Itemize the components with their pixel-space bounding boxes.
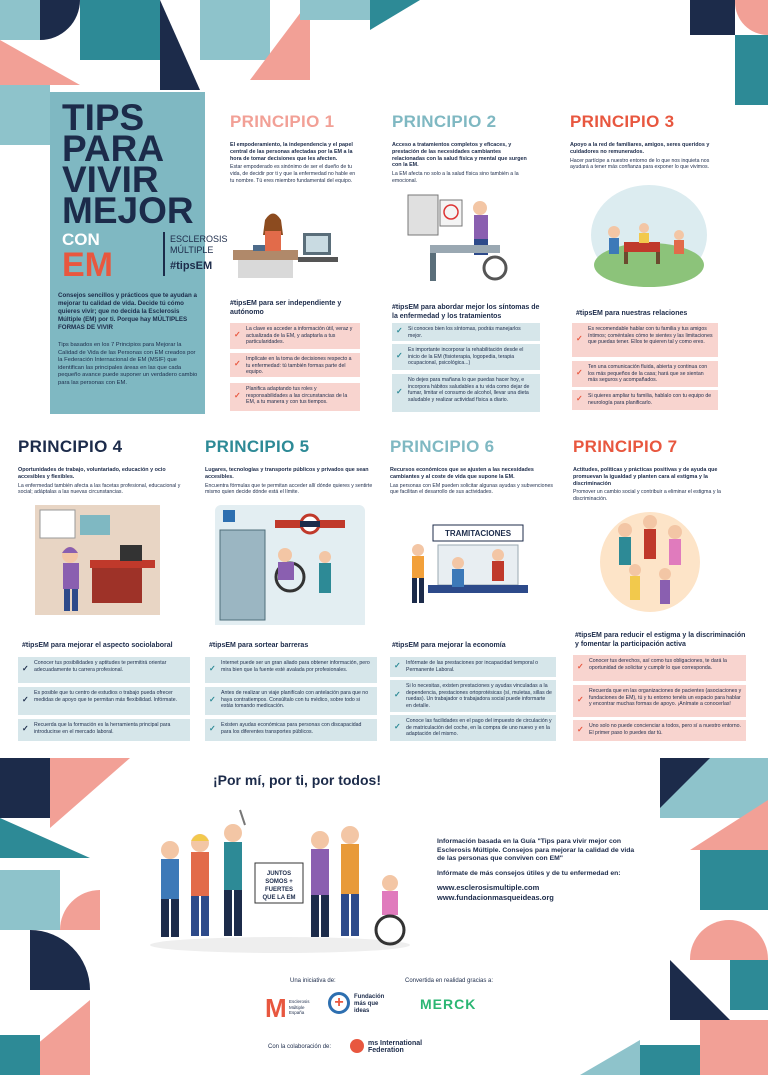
person xyxy=(341,826,359,936)
title-panel xyxy=(50,92,228,414)
decor-shape xyxy=(80,0,160,60)
principle-title: PRINCIPIO 2 xyxy=(392,112,497,131)
tip-item xyxy=(573,720,746,741)
check-icon: ✓ xyxy=(209,664,216,673)
principle-2 xyxy=(392,112,532,184)
decor-shape xyxy=(0,758,50,818)
principle-description: Encuentra fórmulas que te permitan acceder allí dónde quieres y sentirte mismo quien decide dónde está el límite. xyxy=(205,482,373,496)
decor-shape xyxy=(735,0,768,35)
principle-5 xyxy=(205,437,375,496)
tip-item xyxy=(230,353,360,377)
logo-msif xyxy=(350,1037,430,1057)
title-line: TIPS xyxy=(62,97,145,138)
tip-item xyxy=(18,657,190,683)
principle-subtitle: Actitudes, políticas y prácticas positivas y de ayuda que promuevan la igualdad y planten cara al estigma y la discriminación xyxy=(573,467,718,487)
tip-item xyxy=(572,390,718,410)
tip-item xyxy=(392,323,540,341)
check-icon: ✓ xyxy=(22,664,29,673)
check-icon: ✓ xyxy=(234,330,241,339)
illustration-exercise-bike xyxy=(400,190,530,290)
principle-4 xyxy=(18,437,193,496)
decor-shape xyxy=(50,758,130,828)
tip-item xyxy=(572,323,718,357)
person xyxy=(191,834,209,936)
check-icon: ✓ xyxy=(396,387,403,396)
tips-heading: #tipsEM para abordar mejor los síntomas de la enfermedad y los tratamientos xyxy=(392,304,540,320)
tips-heading: #tipsEM para mejorar el aspecto sociolaboral xyxy=(22,642,173,649)
tip-text: Si quieres ampliar tu familia, hablalo con tu equipo de neurología para planificarlo. xyxy=(588,393,712,406)
decor-shape xyxy=(0,40,80,85)
principle-description: La enfermedad también afecta a las facetas profesional, educacional y social; adáptalas a las nuevas circunstancias. xyxy=(18,482,181,496)
principle-6 xyxy=(390,437,560,496)
check-icon: ✓ xyxy=(576,368,583,377)
tip-text: Es posible que tu centro de estudios o trabajo pueda ofrecer medidas de apoyo que te permitan más flexibilidad. Infórmate. xyxy=(34,690,178,703)
logo-text: ms International Federation xyxy=(368,1040,423,1054)
illustration-metro-accessibility xyxy=(215,505,365,630)
con-label: CON xyxy=(62,230,100,249)
decor-shape xyxy=(0,870,60,930)
check-icon: ✓ xyxy=(234,391,241,400)
intro-detail: Tips basados en los 7 Principios para Mejorar la Calidad de Vida de las Personas con EM creados por la Federación Internacional de EM (MSIF) que identifican las principales áreas en las que cada pequeño avance puede suponer un verdadero cambio para las personas con EM. xyxy=(58,342,198,386)
hashtag: #tipsEM xyxy=(170,260,213,272)
em-label: EM xyxy=(62,246,113,284)
tip-item xyxy=(205,657,377,683)
tip-item xyxy=(392,344,540,370)
decor-shape xyxy=(40,0,80,40)
decor-shape xyxy=(580,1040,640,1075)
check-icon: ✓ xyxy=(576,394,583,403)
principle-title: PRINCIPIO 4 xyxy=(18,437,123,456)
svg-text:QUE LA EM: QUE LA EM xyxy=(262,895,296,901)
tip-text: Infórmate de las prestaciones por incapacidad temporal o Permanente Laboral. xyxy=(406,660,539,673)
illustration-park-family xyxy=(584,180,714,295)
logo-merck: MERCK xyxy=(420,996,477,1012)
check-icon: ✓ xyxy=(22,724,29,733)
decor-shape xyxy=(160,0,200,90)
principle-description: La EM afecta no solo a la salud física sino también a la emocional. xyxy=(392,171,519,184)
decor-shape xyxy=(0,1035,40,1075)
tips-heading: #tipsEM para mejorar la economía xyxy=(392,642,506,649)
check-icon: ✓ xyxy=(234,359,241,368)
tip-text: No dejes para mañana lo que puedas hacer hoy, e incorpora hábitos saludables a tu vida como dejar de fumar, limitar el consumo de alcohol, llevar una dieta saludable y realizar actividad física a diario. xyxy=(408,377,530,403)
check-icon: ✓ xyxy=(394,722,401,731)
title-line: MEJOR xyxy=(62,190,194,231)
tip-item xyxy=(392,374,540,412)
principle-title: PRINCIPIO 3 xyxy=(570,112,675,131)
url-link[interactable]: www.fundacionmasqueideas.org xyxy=(437,892,554,902)
tips-heading: #tipsEM para reducir el estigma y la discriminación y fomentar la participación activa xyxy=(575,632,746,648)
decor-shape xyxy=(0,85,50,145)
tip-text: Implícate en la toma de decisiones respecto a tu enfermedad: tú también formas parte del equipo. xyxy=(246,356,352,375)
ms-logo-mark xyxy=(350,1039,364,1053)
principle-3 xyxy=(570,112,720,171)
logo-text: Fundación más que ideas xyxy=(354,994,385,1014)
info-more: Infórmate de más consejos útiles y de tu enfermedad en: xyxy=(437,869,621,877)
check-icon: ✓ xyxy=(209,695,216,704)
principle-subtitle: Apoyo a la red de familiares, amigos, seres queridos y cuidadores no remunerados. xyxy=(570,142,710,155)
tip-item xyxy=(572,361,718,387)
decor-shape xyxy=(0,818,90,858)
tip-item xyxy=(573,685,746,717)
logo-mas-que-ideas xyxy=(328,992,388,1022)
tip-item xyxy=(390,680,556,712)
logo-text: Esclerosis Múltiple España xyxy=(289,999,310,1015)
principle-description: Estar empoderado es sinónimo de ser el dueño de tu vida, de decidir por ti y que la enfermedad no hable en tu nombre. Tú eres miembro fundamental del equipo. xyxy=(230,164,356,184)
tip-item xyxy=(18,687,190,715)
principle-subtitle: Recursos económicos que se ajusten a las necesidades cambiantes y al coste de vida que supone la EM. xyxy=(390,467,534,480)
info-source: Información basada en la Guía "Tips para vivir mejor con Esclerosis Múltiple. Consejos para mejorar la calidad de vida de las personas que conviven con EM" xyxy=(437,838,635,862)
illustration-office-work xyxy=(30,505,165,625)
decor-shape xyxy=(300,0,370,20)
illustration-crowd xyxy=(145,805,415,955)
sign xyxy=(255,863,303,903)
check-icon: ✓ xyxy=(396,326,403,335)
principle-subtitle: Oportunidades de trabajo, voluntariado, educación y ocio accesibles y flexibles. xyxy=(18,467,166,480)
principle-description: Hacer partícipe a nuestro entorno de lo que nos inquieta nos ayudará a tener más confianza para exponer lo que vivimos. xyxy=(570,157,710,171)
svg-text:SOMOS +: SOMOS + xyxy=(265,879,293,885)
illustration-group-support xyxy=(595,500,705,625)
tip-item xyxy=(230,383,360,411)
tip-text: Recuerda que la formación es la herramienta principal para introducirse en el mercado laboral. xyxy=(34,722,171,735)
svg-text:JUNTOS: JUNTOS xyxy=(266,871,292,877)
tip-text: Antes de realizar un viaje planifícalo con antelación para que no haya contratiempos. Consúltalo con tu médico, sobre todo si estás tomando medicación. xyxy=(221,690,369,709)
info-block xyxy=(437,838,637,909)
tip-text: Recuerda que en las organizaciones de pacientes (asociaciones y fundaciones de EM), tú y tu entorno tenéis un espacio para hablar y encontrar muchas formas de apoyo. ¡Anímate a conocerlas! xyxy=(589,688,742,707)
tip-text: Uno solo no puede concienciar a todos, pero sí a nuestro entorno. El primer paso lo puedes dar tú. xyxy=(589,723,741,736)
check-icon: ✓ xyxy=(396,351,403,360)
principle-title: PRINCIPIO 1 xyxy=(230,112,335,131)
tip-item xyxy=(390,715,556,741)
tips-heading: #tipsEM para sortear barreras xyxy=(209,642,309,649)
decor-shape xyxy=(690,0,735,35)
decor-shape xyxy=(700,850,768,910)
tip-item xyxy=(18,719,190,741)
tip-text: Existen ayudas económicas para personas con discapacidad para los diferentes transportes públicos. xyxy=(221,722,362,735)
check-icon: ✓ xyxy=(394,690,401,699)
principle-subtitle: Acceso a tratamientos completos y eficaces, y prestación de las necesidades cambiantes relacionadas con la salud física y mental que surgen con la EM. xyxy=(392,142,527,169)
tip-text: Si conoces bien los síntomas, podrás manejarlos mejor. xyxy=(408,326,521,339)
decor-shape xyxy=(30,930,90,990)
tip-text: Planifica adaptando tus roles y responsabilidades a las circunstancias de la EM, a tu manera y con tus tiempos. xyxy=(246,386,348,405)
principle-description: Las personas con EM pueden solicitar algunas ayudas y subvenciones que facilitan el desarrollo de sus actividades. xyxy=(390,482,553,496)
title-line: VIVIR xyxy=(62,159,159,200)
main-title xyxy=(62,97,202,231)
tip-item xyxy=(205,719,377,741)
person xyxy=(311,831,329,937)
svg-text:FUERTES: FUERTES xyxy=(264,887,294,893)
tip-text: Conoce las facilidades en el pago del impuesto de circulación y de matriculación del coche, en la compra de uno nuevo y en la adaptación del mismo. xyxy=(406,718,552,737)
tip-text: Si lo necesitas, existen prestaciones y ayudas vinculadas a la dependencia, prestaciones ortoprotésicas (sí, muletas, sillas de ruedas). Un trabajador o trabajadora social puede informarte en detalle. xyxy=(406,683,552,709)
principle-description: Promover un cambio social y contribuir a eliminar el estigma y la discriminación. xyxy=(573,489,721,502)
principle-1 xyxy=(230,112,360,184)
tip-text: Internet puede ser un gran aliado para obtener información, pero mira bien que la fuente esté avalada por profesionales. xyxy=(221,660,370,673)
tip-text: Ten una comunicación fluida, abierta y continua con los más pequeños de la casa; hará que se sientan más seguros y acompañados. xyxy=(588,364,708,383)
convertida-label: Convertida en realidad gracias a: xyxy=(405,978,494,984)
iniciativa-label: Una iniciativa de: xyxy=(290,978,336,984)
decor-shape xyxy=(60,890,100,930)
decor-shape xyxy=(730,960,768,1010)
decor-shape xyxy=(370,0,420,30)
check-icon: ✓ xyxy=(577,724,584,734)
esclerosis-label: ESCLEROSIS MÚLTIPLE xyxy=(170,234,228,255)
check-icon: ✓ xyxy=(577,695,584,704)
check-icon: ✓ xyxy=(577,662,584,671)
url-link[interactable]: www.esclerosismultiple.com xyxy=(437,883,540,892)
check-icon: ✓ xyxy=(576,334,583,343)
tips-heading: #tipsEM para nuestras relaciones xyxy=(576,310,688,317)
principle-title: PRINCIPIO 7 xyxy=(573,437,678,456)
tips-heading: #tipsEM para ser independiente y autónomo xyxy=(230,300,342,316)
illustration-desk-woman xyxy=(228,205,358,285)
decor-shape xyxy=(690,920,768,960)
tip-item xyxy=(390,657,556,677)
person xyxy=(161,841,179,937)
plus-icon: + xyxy=(328,992,350,1014)
intro-text: Consejos sencillos y prácticos que te ayudan a mejorar tu calidad de vida. Decide tú cómo quieres vivir; que no decida la Esclerosis Múltiple (EM) por ti. Porque hay MÚLTIPLES FORMAS DE VIVIR xyxy=(58,292,197,331)
check-icon: ✓ xyxy=(394,661,401,670)
divider xyxy=(163,232,165,276)
tip-item xyxy=(205,687,377,715)
decor-shape xyxy=(200,0,270,60)
title-line: PARA xyxy=(62,128,165,169)
person xyxy=(224,810,245,936)
tip-text: Conocer tus posibilidades y aptitudes te permitirá orientar adecuadamente tu carrera profesional. xyxy=(34,660,167,673)
tip-item xyxy=(573,655,746,681)
decor-shape xyxy=(670,960,730,1020)
colaboracion-label: Con la colaboración de: xyxy=(268,1044,332,1050)
slogan: ¡Por mí, por ti, por todos! xyxy=(213,772,381,788)
decor-shape xyxy=(735,35,768,105)
tip-text: Es recomendable hablar con tu familia y tus amigos íntimos; coméntales cómo te sientes y las limitaciones que puedas tener. Ellos te quieren tal y como eres. xyxy=(588,326,713,345)
decor-shape xyxy=(700,1020,768,1075)
principle-subtitle: Lugares, tecnologías y transporte públicos y privados que sean accesibles. xyxy=(205,467,369,480)
principle-7 xyxy=(573,437,733,503)
check-icon: ✓ xyxy=(22,695,29,704)
person-wheelchair xyxy=(376,875,404,944)
principle-subtitle: El empoderamiento, la independencia y el papel central de las personas afectadas por la EM a la hora de tomar decisiones que les afecten. xyxy=(230,142,353,162)
sign-text: TRAMITACIONES xyxy=(444,529,512,538)
tip-item xyxy=(230,323,360,349)
logo-esclerosis-multiple: M Esclerosis Múltiple España xyxy=(265,993,325,1023)
tip-text: La clave es acceder a información útil, veraz y actualizada de la EM, y adaptarla a tus particularidades. xyxy=(246,326,353,345)
decor-shape xyxy=(0,0,40,40)
principle-title: PRINCIPIO 5 xyxy=(205,437,310,456)
tip-text: Conocer tus derechos, así como tus obligaciones, te dará la oportunidad de solicitar y cumplir lo que corresponda. xyxy=(589,658,727,671)
decor-shape xyxy=(640,1045,700,1075)
check-icon: ✓ xyxy=(209,724,216,733)
tip-text: Es importante incorporar la rehabilitación desde el inicio de la EM (fisioterapia, logopedia, terapia ocupacional, psicológica...) xyxy=(408,347,524,366)
principle-title: PRINCIPIO 6 xyxy=(390,437,495,456)
illustration-tramitaciones xyxy=(398,505,548,625)
